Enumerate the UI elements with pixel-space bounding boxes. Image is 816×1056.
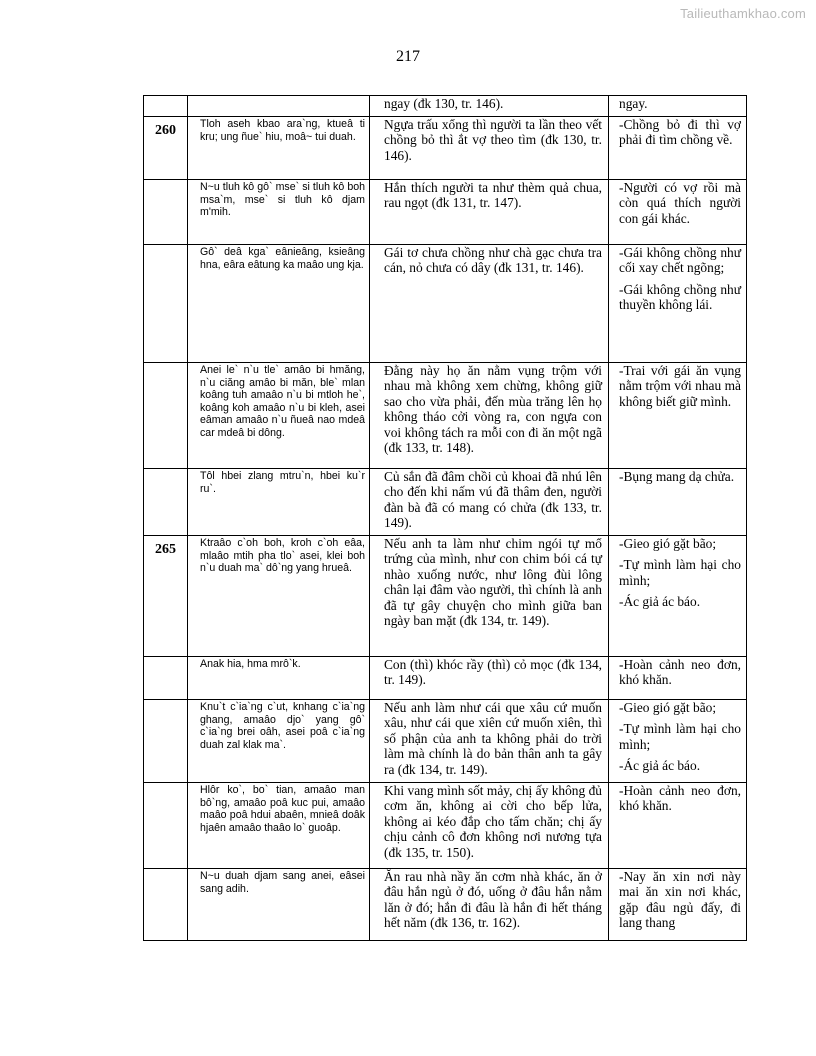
translation-cell: Hắn thích người ta như thèm quả chua, rau ngọt (đk 131, tr. 147). bbox=[370, 180, 609, 245]
source-text-cell: Tôl hbei zlang mtru`n, hbei ku`r ru`. bbox=[188, 469, 370, 536]
meaning-line: -Gieo gió gặt bão; bbox=[619, 700, 717, 715]
entry-number bbox=[144, 869, 188, 941]
meaning-line: -Bụng mang dạ chửa. bbox=[619, 469, 735, 484]
meaning-line: -Trai với gái ăn vụng nằm trộm với nhau mà không biết giữ mình. bbox=[619, 363, 741, 409]
table-body bbox=[144, 96, 747, 941]
meaning-line: -Nay ăn xin nơi này mai ăn xin nơi khác, gặp đâu ngủ đấy, đi lang thang bbox=[619, 869, 741, 931]
entry-number bbox=[144, 96, 188, 117]
translation-cell: Ngựa trấu xổng thì người ta lần theo vết chồng bỏ thì ắt vợ theo tìm (đk 130, tr. 146). bbox=[370, 117, 609, 180]
meaning-line: -Gái không chồng như thuyền không lái. bbox=[619, 281, 741, 313]
meaning-line: -Tự mình làm hại cho mình; bbox=[619, 557, 741, 588]
meaning-line: -Gieo gió gặt bão; bbox=[619, 536, 717, 551]
translation-cell: Củ sắn đã đâm chồi củ khoai đã nhú lên cho đến khi nấm vú đã thâm đen, người đàn bà đã có mang có chửa (đk 133, tr. 149). bbox=[370, 469, 609, 536]
table-row bbox=[144, 245, 747, 363]
meaning-line: ngay. bbox=[619, 96, 648, 111]
source-text-cell: Hlôr ko`, bo` tian, amaâo man bô`ng, amaâo poâ kuc pui, amaâo maâo poâ hdui abaên, mnieâ doâk hjaên amaâo thaâo lo` guoâp. bbox=[188, 783, 370, 869]
table-row bbox=[144, 117, 747, 180]
entry-number: 265 bbox=[144, 536, 188, 657]
meaning-line: -Người có vợ rồi mà còn quá thích người con gái khác. bbox=[619, 180, 741, 226]
meaning-cell bbox=[609, 783, 747, 869]
entry-number bbox=[144, 700, 188, 783]
source-text-cell: Anak hia, hma mrô`k. bbox=[188, 657, 370, 700]
source-text-cell: N~u tluh kô gô` mse` si tluh kô boh msa`m, mse` si tluh kô djam m'mih. bbox=[188, 180, 370, 245]
table-row bbox=[144, 536, 747, 657]
meaning-cell bbox=[609, 869, 747, 941]
meaning-line: -Hoàn cảnh neo đơn, khó khăn. bbox=[619, 657, 741, 688]
meaning-cell bbox=[609, 363, 747, 469]
source-text-cell: Gô` deâ kga` eânieâng, ksieâng hna, eâra eâtung ka maâo ung kja. bbox=[188, 245, 370, 363]
table-row bbox=[144, 700, 747, 783]
source-text-cell bbox=[188, 96, 370, 117]
entry-number bbox=[144, 469, 188, 536]
translation-cell: Gái tơ chưa chồng như chà gạc chưa tra cán, nỏ chưa có dây (đk 131, tr. 146). bbox=[370, 245, 609, 363]
translation-cell: Đằng này họ ăn nằm vụng trộm với nhau mà không xem chừng, không giữ sao cho vừa phải, đến mùa trăng lên họ không tháo cởi vòng ra, con ngựa con voi không tách ra mỗi con đi ăn một ngã (đk 133, tr. 148). bbox=[370, 363, 609, 469]
meaning-cell bbox=[609, 700, 747, 783]
entry-number bbox=[144, 783, 188, 869]
table-row bbox=[144, 469, 747, 536]
meaning-line: -Ác giả ác báo. bbox=[619, 758, 701, 774]
meaning-cell bbox=[609, 117, 747, 180]
table-row bbox=[144, 657, 747, 700]
meaning-line: -Hoàn cảnh neo đơn, khó khăn. bbox=[619, 783, 741, 814]
translation-cell: Con (thì) khóc rầy (thì) cỏ mọc (đk 134, tr. 149). bbox=[370, 657, 609, 700]
entry-number: 260 bbox=[144, 117, 188, 180]
table-row bbox=[144, 96, 747, 117]
meaning-cell bbox=[609, 245, 747, 363]
proverb-table bbox=[143, 95, 747, 941]
entry-number bbox=[144, 657, 188, 700]
entry-number bbox=[144, 245, 188, 363]
translation-cell: Nếu anh ta làm như chim ngói tự mổ trứng của mình, như con chim bói cá tự nhào xuống nước, như lông đùi lông chân lại đâm vào người, thì chính là anh đã tự gây chuyện cho mình giữa ban ngày ban mặt (đk 134, tr. 149). bbox=[370, 536, 609, 657]
table-row bbox=[144, 363, 747, 469]
translation-cell: Khi vang mình sốt mảy, chị ấy không đủ cơm ăn, không ai cời cho bếp lửa, không ai kéo đắp cho tấm chăn; chị ấy chịu cảnh cô đơn không nơi nương tựa (đk 135, tr. 150). bbox=[370, 783, 609, 869]
meaning-cell bbox=[609, 469, 747, 536]
source-text-cell: N~u duah djam sang anei, eâsei sang adih. bbox=[188, 869, 370, 941]
translation-cell: ngay (đk 130, tr. 146). bbox=[370, 96, 609, 117]
watermark: Tailieuthamkhao.com bbox=[680, 6, 806, 21]
translation-cell: Nếu anh làm như cái que xâu cứ muốn xâu, như cái que xiên cứ muốn xiên, thì số phận của anh ta không phải do trời làm mà chính là do bản thân anh ta gây ra (đk 134, tr. 149). bbox=[370, 700, 609, 783]
meaning-line: -Gái không chồng như cối xay chết ngõng; bbox=[619, 245, 741, 276]
meaning-cell bbox=[609, 96, 747, 117]
meaning-cell bbox=[609, 657, 747, 700]
meaning-line: -Ác giả ác báo. bbox=[619, 594, 701, 610]
meaning-line: -Tự mình làm hại cho mình; bbox=[619, 721, 741, 752]
table-row bbox=[144, 783, 747, 869]
source-text-cell: Anei le` n`u tle` amâo bi hmăng, n`u ciăng amâo bi măn, ble` mlan koâng tuh amaâo n`u bi mtloh he`, koâng koh amaâo n`u bi kleh, asei eâman amaâo n`u ñueâ nao mdeâ car mdeâ bi dông. bbox=[188, 363, 370, 469]
source-text-cell: Ktraâo c`oh boh, kroh c`oh eâa, mlaâo mtih pha tlo` asei, klei boh n`u duah ma` dô`ng yang hrueâ. bbox=[188, 536, 370, 657]
meaning-cell bbox=[609, 536, 747, 657]
entry-number bbox=[144, 180, 188, 245]
table-row bbox=[144, 869, 747, 941]
page-number: 217 bbox=[396, 48, 420, 65]
source-text-cell: Tloh aseh kbao ara`ng, ktueâ ti kru; ung ñue` hiu, moâ~ tui duah. bbox=[188, 117, 370, 180]
table-row bbox=[144, 180, 747, 245]
meaning-line: -Chồng bỏ đi thì vợ phải đi tìm chồng về. bbox=[619, 117, 741, 148]
meaning-cell bbox=[609, 180, 747, 245]
source-text-cell: Knu`t c`ia`ng c`ut, knhang c`ia`ng ghang, amaâo djo` yang gô` c`ia`ng brei oâh, asei poâ c`ia`ng duah zal klak ma`. bbox=[188, 700, 370, 783]
translation-cell: Ăn rau nhà nầy ăn cơm nhà khác, ăn ở đâu hắn ngủ ở đó, uống ở đâu hắn nằm lăn ở đó; hắn đi đâu là hắn đi hết tháng hết năm (đk 136, tr. 162). bbox=[370, 869, 609, 941]
entry-number bbox=[144, 363, 188, 469]
